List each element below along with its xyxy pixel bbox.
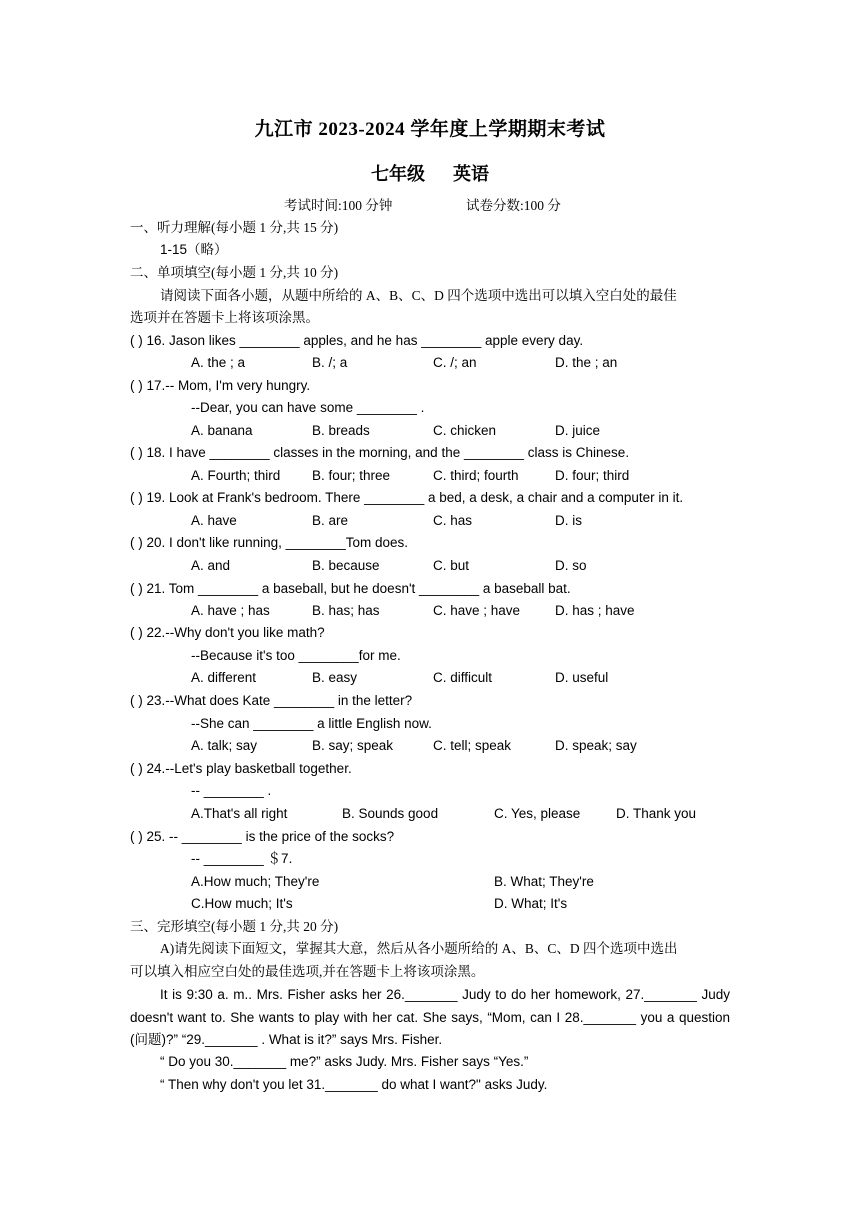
question-21-option-c: C. have ; have [433, 603, 521, 618]
question-25-option-b: B. What; They're [494, 874, 594, 889]
question-20-option-c: C. but [433, 558, 470, 573]
question-24-stem-line2: -- ________ . [191, 783, 272, 798]
section1-note: 1-15（略） [160, 242, 228, 257]
question-18-option-a: A. Fourth; third [191, 468, 281, 483]
section2-instruction-line2: 选项并在答题卡上将该项涂黑。 [130, 310, 319, 325]
question-18-option-b: B. four; three [312, 468, 391, 483]
exam-score: 试卷分数:100 分 [466, 198, 561, 213]
section2-heading: 二、单项填空(每小题 1 分,共 10 分) [130, 265, 339, 280]
question-25-option-d: D. What; It's [494, 896, 568, 911]
section3-heading: 三、完形填空(每小题 1 分,共 20 分) [130, 919, 339, 934]
section2-instruction-line1: 请阅读下面各小题，从题中所给的 A、B、C、D 四个选项中选出可以填入空白处的最佳 [160, 288, 677, 303]
question-24-option-c: C. Yes, please [494, 806, 581, 821]
section3-instruction-line2: 可以填入相应空白处的最佳选项,并在答题卡上将该项涂黑。 [130, 964, 485, 979]
question-17-option-a: A. banana [191, 423, 253, 438]
question-17-stem: ( ) 17.-- Mom, I'm very hungry. [130, 378, 311, 393]
question-19-stem: ( ) 19. Look at Frank's bedroom. There ________ a bed, a desk, a chair and a computer in it. [130, 490, 684, 505]
question-24-stem: ( ) 24.--Let's play basketball together. [130, 761, 352, 776]
question-17-option-d: D. juice [555, 423, 601, 438]
question-19-option-b: B. are [312, 513, 349, 528]
question-24-option-d: D. Thank you [616, 806, 697, 821]
grade-label: 七年级 [371, 164, 425, 184]
question-25-option-a: A.How much; They're [191, 874, 320, 889]
question-25-option-c: C.How much; It's [191, 896, 293, 911]
question-25-stem-line2: -- ________ ＄7. [191, 851, 293, 866]
question-23-stem: ( ) 23.--What does Kate ________ in the letter? [130, 693, 413, 708]
question-21-option-d: D. has ; have [555, 603, 635, 618]
question-18-stem: ( ) 18. I have ________ classes in the morning, and the ________ class is Chinese. [130, 445, 630, 460]
question-18-option-d: D. four; third [555, 468, 630, 483]
question-17-option-b: B. breads [312, 423, 370, 438]
subject-label: 英语 [453, 164, 489, 184]
cloze-paragraph-1: It is 9:30 a. m.. Mrs. Fisher asks her 26._______ Judy to do her homework, 27._______ Judy doesn't want to. She wants to play with her cat. She says, “Mom, can I 28._______ you a question (问题)?” “29._______ . What is it?” says Mrs. Fisher. [130, 987, 730, 1047]
question-16-option-d: D. the ; an [555, 355, 618, 370]
question-22-option-c: C. difficult [433, 670, 493, 685]
question-23-stem-line2: --She can ________ a little English now. [191, 716, 432, 731]
question-22-stem: ( ) 22.--Why don't you like math? [130, 625, 325, 640]
exam-time: 考试时间:100 分钟 [284, 198, 393, 213]
question-18-option-c: C. third; fourth [433, 468, 519, 483]
question-16-option-b: B. /; a [312, 355, 348, 370]
question-21-stem: ( ) 21. Tom ________ a baseball, but he doesn't ________ a baseball bat. [130, 581, 571, 596]
question-23-option-a: A. talk; say [191, 738, 258, 753]
question-19-option-a: A. have [191, 513, 237, 528]
question-24-option-b: B. Sounds good [342, 806, 439, 821]
question-20-option-a: A. and [191, 558, 231, 573]
question-21-option-a: A. have ; has [191, 603, 270, 618]
question-22-option-d: D. useful [555, 670, 609, 685]
section3-instruction-line1: A)请先阅读下面短文，掌握其大意，然后从各小题所给的 A、B、C、D 四个选项中选出 [160, 941, 678, 956]
question-22-option-a: A. different [191, 670, 257, 685]
question-16-stem: ( ) 16. Jason likes ________ apples, and he has ________ apple every day. [130, 333, 584, 348]
question-20-stem: ( ) 20. I don't like running, ________Tom does. [130, 535, 409, 550]
cloze-paragraph-3: “ Then why don't you let 31._______ do what I want?" asks Judy. [160, 1077, 548, 1092]
question-22-stem-line2: --Because it's too ________for me. [191, 648, 401, 663]
exam-title: 九江市 2023-2024 学年度上学期期末考试 [254, 119, 606, 140]
question-22-option-b: B. easy [312, 670, 358, 685]
question-23-option-c: C. tell; speak [433, 738, 512, 753]
question-21-option-b: B. has; has [312, 603, 380, 618]
question-19-option-c: C. has [433, 513, 473, 528]
question-16-option-a: A. the ; a [191, 355, 246, 370]
question-25-stem: ( ) 25. -- ________ is the price of the socks? [130, 829, 395, 844]
question-24-option-a: A.That's all right [191, 806, 288, 821]
question-17-stem-line2: --Dear, you can have some ________ . [191, 400, 425, 415]
question-20-option-b: B. because [312, 558, 380, 573]
section1-heading: 一、听力理解(每小题 1 分,共 15 分) [130, 220, 339, 235]
exam-subtitle [0, 160, 860, 186]
cloze-paragraph-2: “ Do you 30._______ me?” asks Judy. Mrs. Fisher says “Yes.” [160, 1054, 529, 1069]
question-20-option-d: D. so [555, 558, 587, 573]
question-23-option-b: B. say; speak [312, 738, 394, 753]
question-16-option-c: C. /; an [433, 355, 477, 370]
question-19-option-d: D. is [555, 513, 582, 528]
question-23-option-d: D. speak; say [555, 738, 637, 753]
question-17-option-c: C. chicken [433, 423, 497, 438]
